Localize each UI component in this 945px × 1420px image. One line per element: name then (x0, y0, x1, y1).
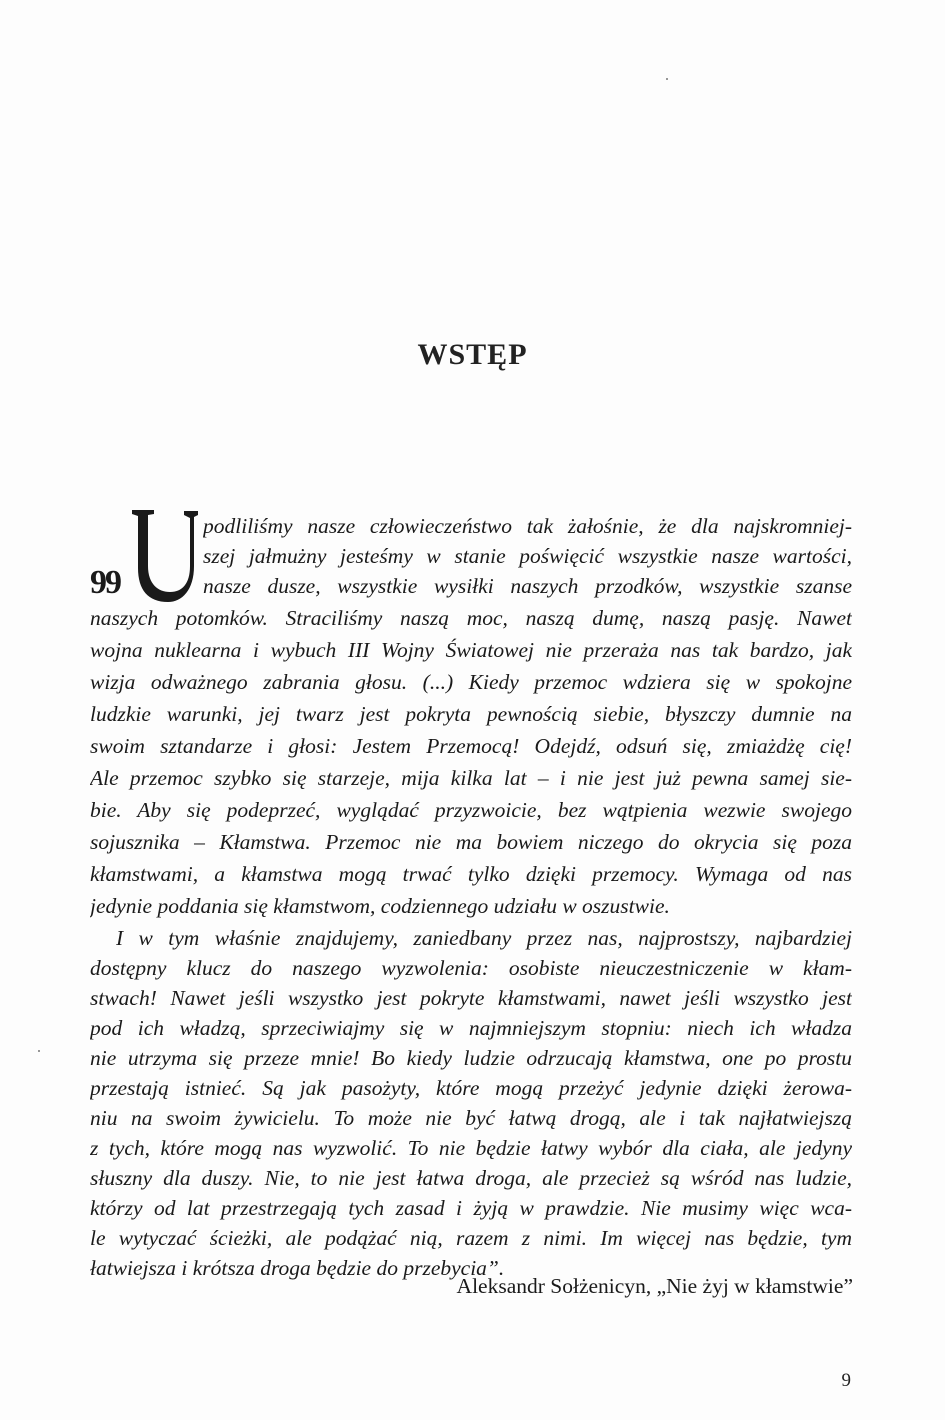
chapter-title: WSTĘP (417, 338, 528, 371)
opening-quote-mark: 99 (90, 564, 122, 601)
drop-cap-letter (118, 504, 198, 604)
page-number: 9 (841, 1370, 851, 1391)
text-line: ludzkie warunki, jej twarz jest pokryta pewnością siebie, błyszczy dumnie na (90, 702, 852, 726)
text-line: słuszny dla duszy. Nie, to nie jest łatwa droga, ale przecież są wśród nas ludzie, (90, 1166, 852, 1190)
text-line: wizja odważnego zabrania głosu. (...) Kiedy przemoc wdziera się w spokojne (90, 670, 852, 694)
text-line: łatwiejsza i krótsza droga będzie do przebycia”. (90, 1256, 505, 1280)
text-line: swoim sztandarze i głosi: Jestem Przemocą! Odejdź, odsuń się, zmiażdżę cię! (90, 734, 852, 758)
text-line: którzy od lat przestrzegają tych zasad i żyją w prawdzie. Nie musimy więc wca- (90, 1196, 852, 1220)
text-line: niu na swoim żywicielu. To może nie być łatwą drogą, ale i tak najłatwiejszą (90, 1106, 852, 1130)
text-line: podliliśmy nasze człowieczeństwo tak żałośnie, że dla najskromniej- (203, 514, 852, 538)
text-line: kłamstwami, a kłamstwa mogą trwać tylko dzięki przemocy. Wymaga od nas (90, 862, 852, 886)
text-line: sojusznika – Kłamstwa. Przemoc nie ma bowiem niczego do okrycia się poza (90, 830, 852, 854)
text-line: Ale przemoc szybko się starzeje, mija kilka lat – i nie jest już pewna samej sie- (90, 766, 852, 790)
text-line: jedynie poddania się kłamstwom, codziennego udziału w oszustwie. (90, 894, 670, 918)
text-line: szej jałmużny jesteśmy w stanie poświęcić wszystkie nasze wartości, (203, 544, 852, 568)
text-line: I w tym właśnie znajdujemy, zaniedbany przez nas, najprostszy, najbardziej (116, 926, 852, 950)
text-line: pod ich władzą, sprzeciwiajmy się w najmniejszym stopniu: niech ich władza (90, 1016, 852, 1040)
text-line: le wytyczać ścieżki, ale podążać nią, razem z nimi. Im więcej nas będzie, tym (90, 1226, 852, 1250)
text-line: bie. Aby się podeprzeć, wyglądać przyzwoicie, bez wątpienia wezwie swojego (90, 798, 852, 822)
text-line: naszych potomków. Straciliśmy naszą moc, naszą dumę, naszą pasję. Nawet (90, 606, 852, 630)
text-line: nie utrzyma się przeze mnie! Bo kiedy ludzie odrzucają kłamstwa, one po prostu (90, 1046, 852, 1070)
page-speck (38, 1050, 40, 1052)
page-speck (666, 78, 668, 80)
text-line: z tych, które mogą nas wyzwolić. To nie będzie łatwy wybór dla ciała, ale jedyny (90, 1136, 852, 1160)
text-line: dostępny klucz do naszego wyzwolenia: osobiste nieuczestniczenie w kłam- (90, 956, 852, 980)
text-line: nasze dusze, wszystkie wysiłki naszych przodków, wszystkie szanse (203, 574, 852, 598)
text-line: wojna nuklearna i wybuch III Wojny Światowej nie przeraża nas tak bardzo, jak (90, 638, 852, 662)
text-line: stwach! Nawet jeśli wszystko jest pokryte kłamstwami, nawet jeśli wszystko jest (90, 986, 852, 1010)
text-line: przestają istnieć. Są jak pasożyty, które mogą przeżyć jedynie dzięki żerowa- (90, 1076, 852, 1100)
quote-attribution: Aleksandr Sołżenicyn, „Nie żyj w kłamstwie” (456, 1274, 853, 1298)
